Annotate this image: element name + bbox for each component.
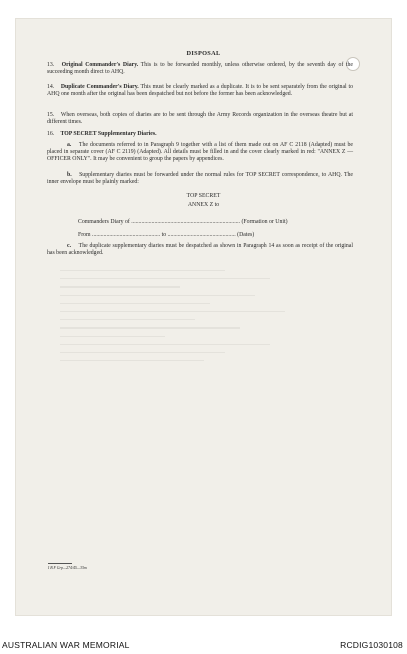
subparagraph-label: c. <box>67 243 72 249</box>
subparagraph-b <box>47 172 353 186</box>
paragraph-13 <box>47 62 353 76</box>
commanders-diary-label: Commanders Diary of <box>78 219 130 225</box>
paragraph-number: 15. <box>47 112 55 118</box>
footer-rule <box>48 563 72 564</box>
paragraph-16 <box>47 131 353 138</box>
paragraph-title: Duplicate Commander's Diary. <box>60 84 139 90</box>
subparagraph-text: The documents referred to in Paragraph 9 together with a list of them made out on AF C 2118 (Adapted) must be placed in separate cover (AF C 2119) (Adapted). All details must be filled in and the cover clearly marked in red: "ANNEX Z — OFFICER ONLY". It may be convenient to group the papers by appendices. <box>47 142 353 162</box>
paragraph-title: Original Commander's Diary. <box>61 62 139 68</box>
paragraph-text: This is to be forwarded monthly, unless otherwise ordered, by the seventh day of the succeeding month direct to AHQ. <box>47 62 353 75</box>
from-to-line <box>78 232 254 239</box>
paragraph-title: TOP SECRET Supplementary Diaries. <box>60 131 157 137</box>
paragraph-15 <box>47 112 353 126</box>
to-label: to <box>161 232 167 238</box>
fill-dots: ............................................... <box>92 232 161 238</box>
paragraph-number: 16. <box>47 131 55 137</box>
dates-suffix: (Dates) <box>237 232 255 238</box>
paragraph-number: 14. <box>47 84 55 90</box>
fill-dots: ............................................... <box>167 232 236 238</box>
subparagraph-text: Supplementary diaries must be forwarded under the normal rules for TOP SECRET correspondence, to AHQ. The inner envelope must be plainly marked: <box>47 172 353 185</box>
subparagraph-c <box>47 243 353 257</box>
printer-note: I B F Grp—274/45—35m <box>48 566 87 570</box>
marking-top-secret: TOP SECRET <box>186 193 221 199</box>
subparagraph-text: The duplicate supplementary diaries must be despatched as shown in Paragraph 14 as soon as receipt of the original has been acknowledged. <box>47 243 353 256</box>
commanders-diary-line <box>78 219 288 226</box>
paragraph-number: 13. <box>47 62 55 68</box>
fill-dots: ........................................................................... <box>131 219 240 225</box>
from-label: From <box>78 232 91 238</box>
archive-id: RCDIG1030108 <box>340 640 403 650</box>
paragraph-text: This must be clearly marked as a duplicate. It is to be sent separately from the original to AHQ one month after the original has been despatched but not before the former has been acknowledged. <box>47 84 353 97</box>
subparagraph-a <box>47 142 353 163</box>
marking-annex: ANNEX Z to <box>187 202 220 208</box>
bleed-through-text <box>60 270 360 530</box>
document-heading: DISPOSAL <box>186 50 221 57</box>
paragraph-14 <box>47 84 353 98</box>
paragraph-text: When overseas, both copies of diaries are to be sent through the Army Records organization in the overseas theatre but at different times. <box>47 112 353 125</box>
subparagraph-label: a. <box>67 142 72 148</box>
archive-name: AUSTRALIAN WAR MEMORIAL <box>2 640 130 650</box>
subparagraph-label: b. <box>67 172 72 178</box>
formation-suffix: (Formation or Unit) <box>241 219 288 225</box>
archive-bar <box>0 636 407 654</box>
